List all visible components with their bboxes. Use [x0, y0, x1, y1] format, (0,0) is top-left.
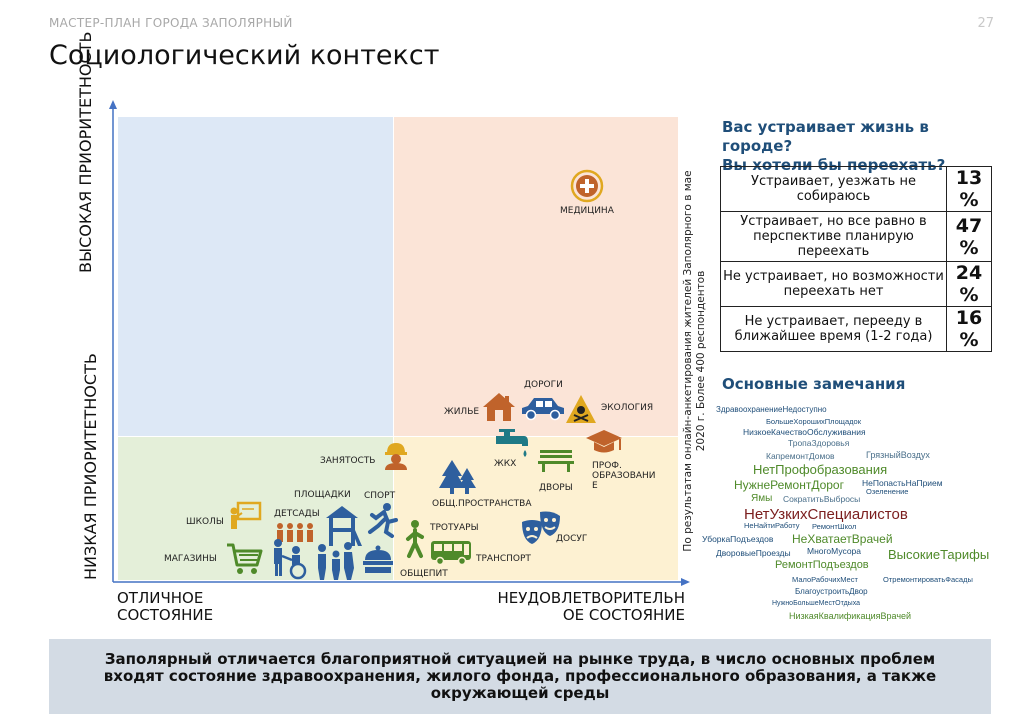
conclusion-banner — [49, 639, 991, 714]
bench-icon — [537, 446, 575, 474]
family-icon — [314, 542, 356, 582]
table-row — [721, 262, 992, 307]
cloud-word: ТропаЗдоровья — [788, 438, 850, 448]
table-row — [721, 307, 992, 352]
prof-education-label: ПРОФ. ОБРАЗОВАНИ Е — [592, 461, 656, 491]
schools-label: ШКОЛЫ — [186, 517, 224, 527]
cloud-word: ЗдравоохранениеНедоступно — [716, 405, 827, 414]
table-row — [721, 167, 992, 212]
survey-answer: Не устраивает, перееду в ближайшее время (1-2 года) — [721, 307, 947, 352]
cloud-word: НизкаяКвалификацияВрачей — [789, 611, 912, 621]
cloud-word: НетУзкихСпециалистов — [744, 506, 908, 523]
cloud-word: РемонтШкол — [812, 522, 857, 531]
cloud-word: Озеленение — [866, 487, 909, 496]
cloud-word: ОтремонтироватьФасады — [883, 575, 973, 584]
table-row — [721, 212, 992, 262]
shopping-cart-icon — [225, 541, 263, 577]
cloud-word: ВысокиеТарифы — [888, 547, 990, 562]
cloud-word: Ямы — [751, 493, 773, 504]
cloud-word: РемонтПодъездов — [775, 559, 869, 571]
caregiver-wheelchair-icon — [268, 538, 314, 580]
teacher-board-icon — [228, 501, 262, 533]
x-axis-good-label: ОТЛИЧНОЕ СОСТОЯНИЕ — [117, 589, 214, 624]
runner-icon — [366, 502, 398, 538]
medicine-icon — [570, 169, 604, 203]
cloud-word: НужноБольшеМестОтдыха — [772, 600, 861, 607]
survey-results-table — [720, 166, 992, 352]
bus-icon — [429, 538, 473, 566]
faucet-icon — [494, 428, 532, 460]
cloud-word: УборкаПодъездов — [702, 534, 774, 544]
medicine-label: МЕДИЦИНА — [560, 206, 614, 216]
cloud-word: НеНайтиРаботу — [744, 521, 800, 530]
cloud-word: НеХватаетВрачей — [792, 532, 893, 546]
trees-icon — [438, 458, 478, 496]
y-axis-high-label: ВЫСОКАЯ ПРИОРИТЕТНОСТЬ — [76, 31, 95, 273]
kindergartens-label: ДЕТСАДЫ — [274, 509, 320, 519]
survey-percent: 16 % — [947, 307, 992, 352]
cloud-word: СократитьВыбросы — [783, 494, 861, 504]
cloud-word: КапремонтДомов — [766, 451, 835, 461]
remarks-title: Основные замечания — [722, 375, 906, 393]
survey-percent: 13 % — [947, 167, 992, 212]
cloud-word: ДворовыеПроезды — [716, 548, 791, 558]
car-icon — [518, 394, 568, 424]
sidewalks-label: ТРОТУАРЫ — [430, 523, 479, 533]
survey-answer: Устраивает, но все равно в перспективе планирую переехать — [721, 212, 947, 262]
cloud-word: МногоМусора — [807, 546, 862, 556]
transport-label: ТРАНСПОРТ — [476, 554, 531, 564]
sport-label: СПОРТ — [364, 491, 396, 501]
leisure-label: ДОСУГ — [556, 534, 588, 544]
worker-icon — [381, 440, 411, 470]
cloud-word: БлагоустроитьДвор — [795, 587, 868, 596]
graduation-cap-icon — [584, 428, 624, 456]
catering-dish-icon — [361, 544, 395, 576]
ecology-hazard-icon — [564, 393, 598, 425]
housing-label: ЖИЛЬЕ — [444, 407, 480, 417]
cloud-word: НетПрофобразования — [753, 462, 888, 477]
house-icon — [481, 391, 517, 423]
survey-percent: 24 % — [947, 262, 992, 307]
survey-source-note: По результатам онлайн-анкетирования жителей Заполярного в мае 2020 г. Более 400 респондентов — [682, 170, 707, 552]
employment-label: ЗАНЯТОСТЬ — [320, 456, 376, 466]
ecology-label: ЭКОЛОГИЯ — [601, 403, 654, 413]
survey-percent: 47 % — [947, 212, 992, 262]
public-spaces-label: ОБЩ.ПРОСТРАНСТВА — [432, 499, 532, 509]
roads-label: ДОРОГИ — [524, 380, 563, 390]
cloud-word: НеПопастьНаПрием — [862, 478, 943, 488]
cloud-word: БольшеХорошихПлощадок — [766, 417, 861, 426]
survey-answer: Не устраивает, но возможности переехать нет — [721, 262, 947, 307]
yards-label: ДВОРЫ — [539, 483, 573, 493]
utilities-label: ЖКХ — [494, 459, 517, 469]
document-subtitle: МАСТЕР-ПЛАН ГОРОДА ЗАПОЛЯРНЫЙ — [49, 16, 293, 30]
playgrounds-label: ПЛОЩАДКИ — [294, 490, 351, 500]
pedestrian-icon — [403, 519, 427, 559]
x-axis-bad-label: НЕУДОВЛЕТВОРИТЕЛЬН ОЕ СОСТОЯНИЕ — [497, 589, 685, 624]
page-number: 27 — [977, 16, 994, 31]
survey-answer: Устраивает, уезжать не собираюсь — [721, 167, 947, 212]
cloud-word: ГрязныйВоздух — [866, 450, 930, 460]
cloud-word: НужнеРемонтДорог — [734, 478, 844, 492]
survey-question: Вас устраивает жизнь в городе? Вы хотели бы переехать? — [722, 118, 946, 174]
cloud-word: НизкоеКачествоОбслуживания — [743, 427, 866, 437]
y-axis-low-label: НИЗКАЯ ПРИОРИТЕТНОСТЬ — [81, 353, 100, 580]
page-title: Социологический контекст — [49, 40, 440, 71]
conclusion-text: Заполярный отличается благоприятной ситуацией на рынке труда, в число основных проблем входят состояние здравоохранения, жилого фонда, профессионального образования, а также окружающей среды — [103, 650, 937, 702]
cloud-word: МалоРабочихМест — [792, 575, 858, 584]
catering-label: ОБЩЕПИТ — [400, 569, 448, 579]
shops-label: МАГАЗИНЫ — [164, 554, 217, 564]
